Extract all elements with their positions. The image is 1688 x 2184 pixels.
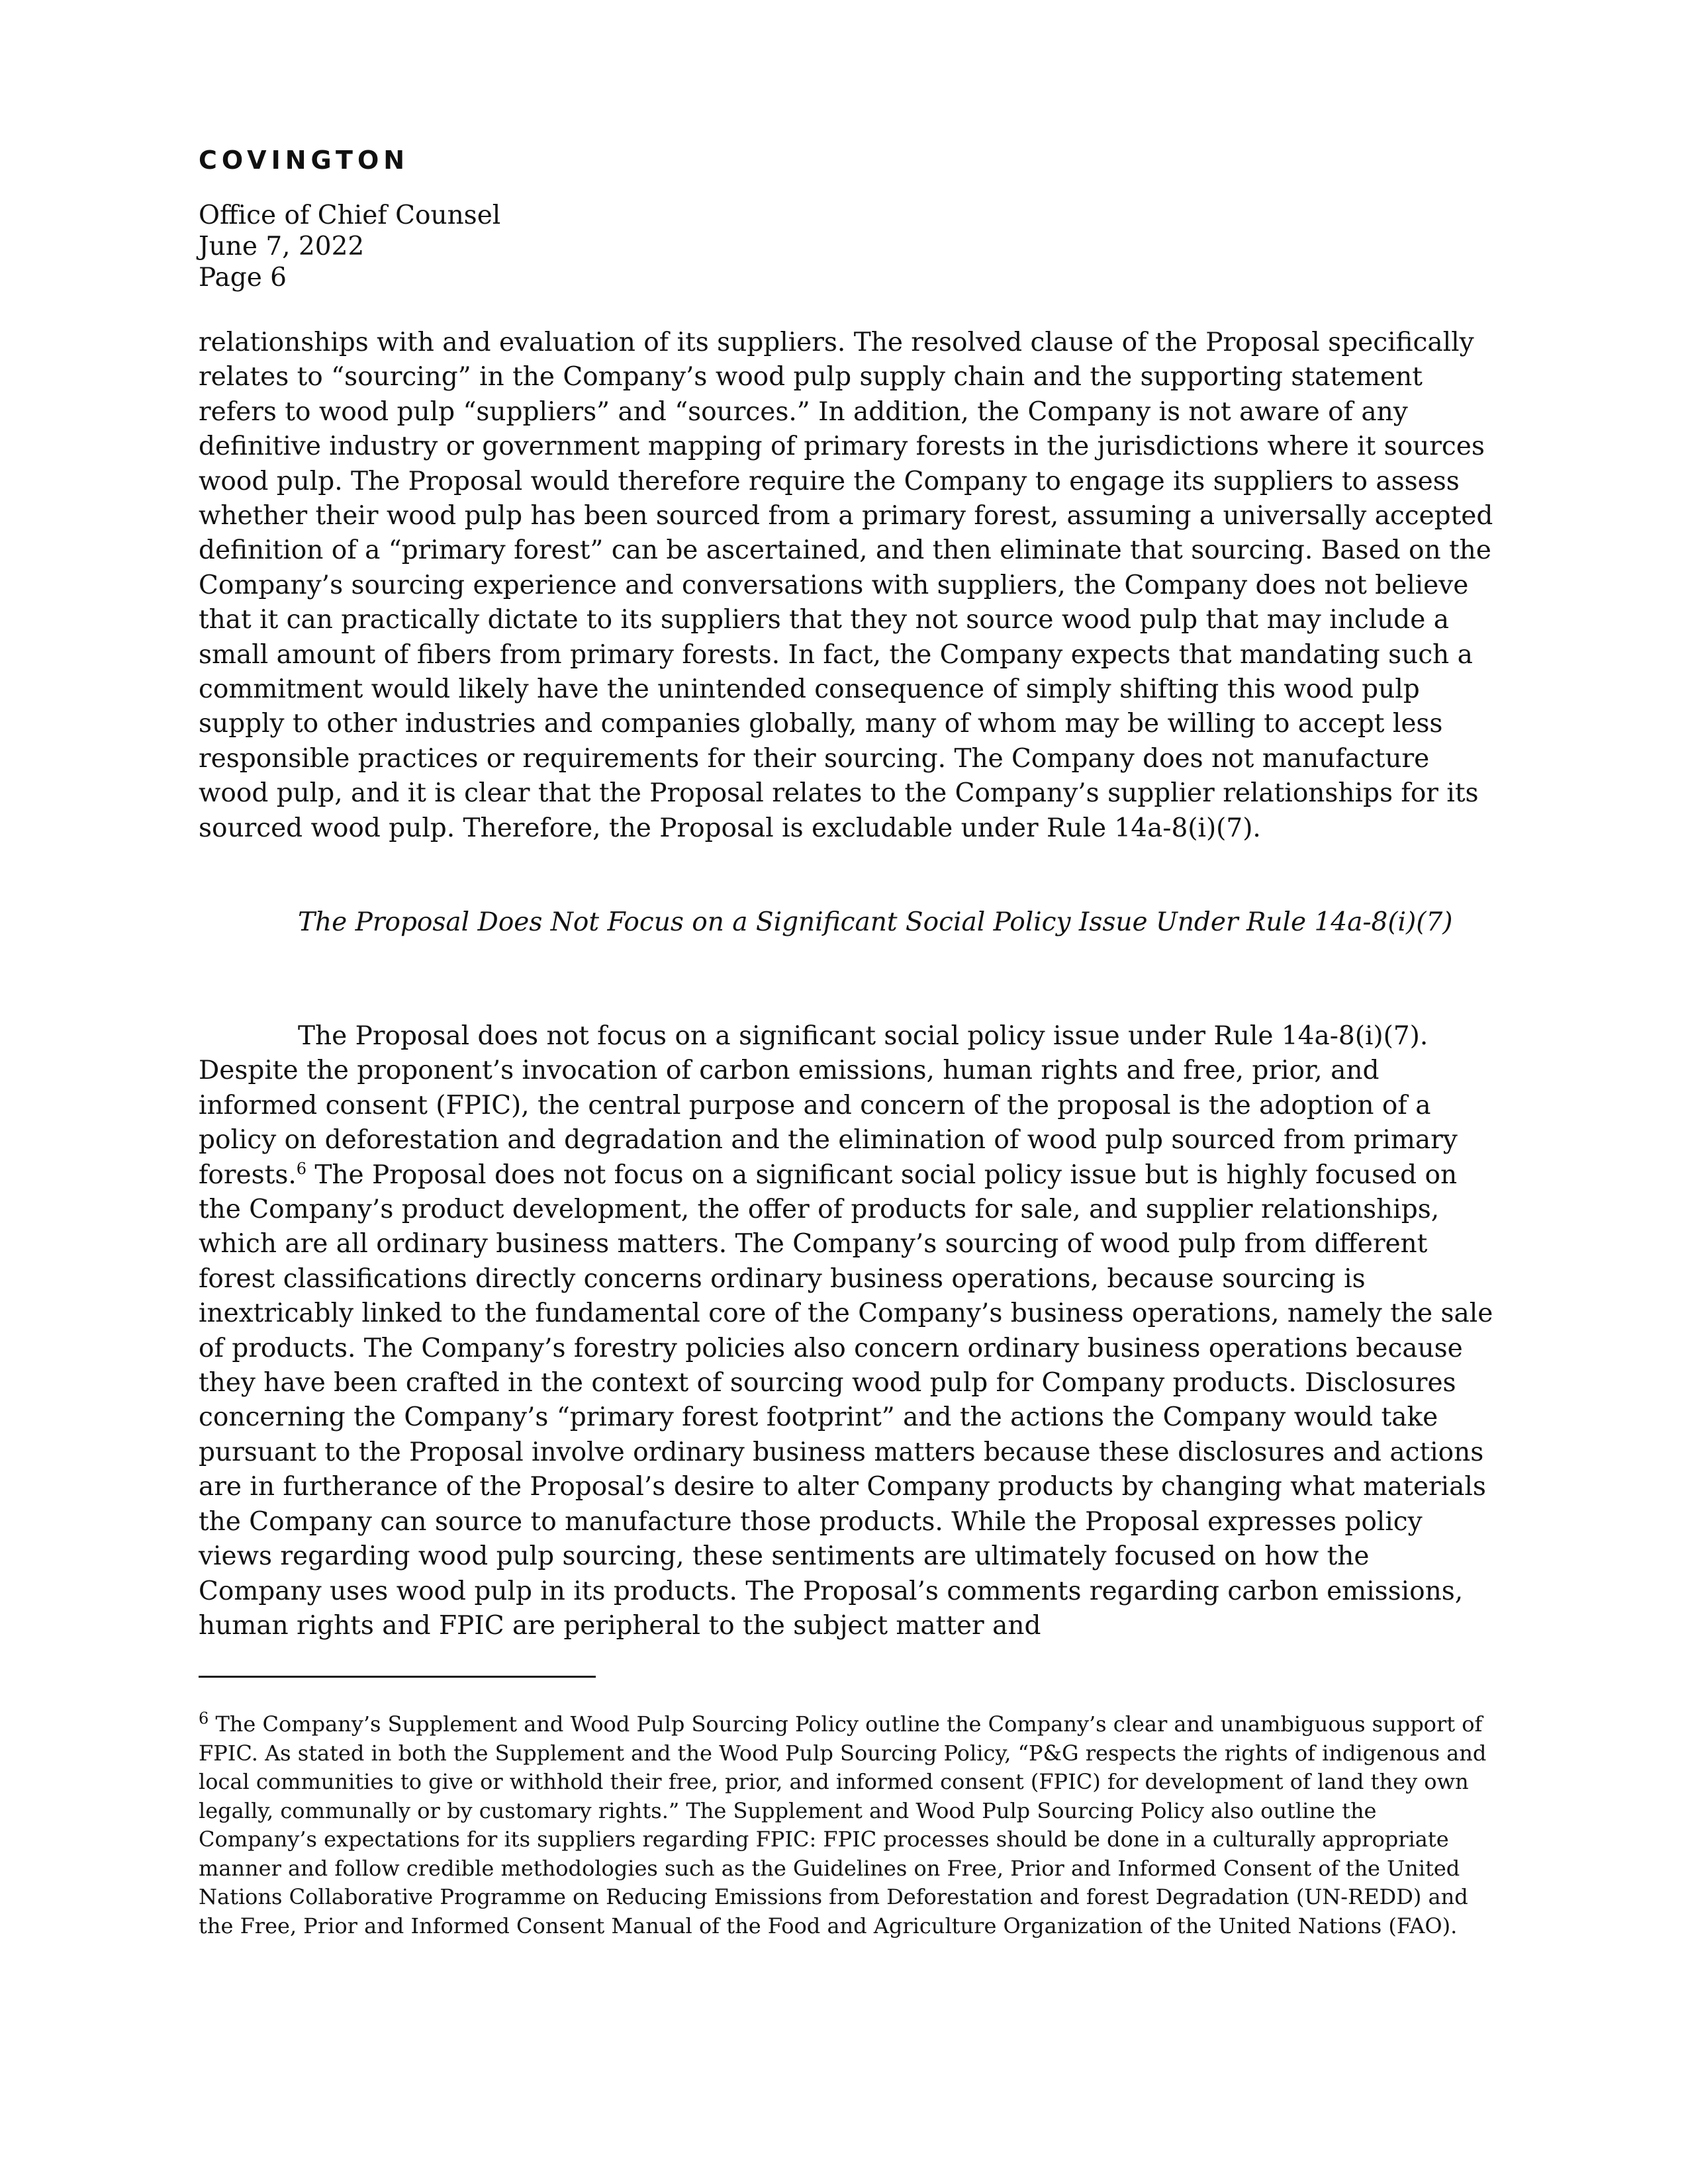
recipient-line: Office of Chief Counsel	[199, 201, 501, 230]
paragraph-2-text-b: The Proposal does not focus on a significant social policy issue but is highly focused on the Company’s product development, the offer of products for sale, and supplier relationships, which are all ordinary business matters. The Company’s sourcing of wood pulp from different forest classifications directly concerns ordinary business operations, because sourcing is inextricably linked to the fundamental core of the Company’s business operations, namely the sale of products. The Company’s forestry policies also concern ordinary business operations because they have been crafted in the context of sourcing wood pulp for Company products. Disclosures concerning the Company’s “primary forest footprint” and the actions the Company would take pursuant to the Proposal involve ordinary business matters because these disclosures and actions are in furtherance of the Proposal’s desire to alter Company products by changing what materials the Company can source to manufacture those products. While the Proposal expresses policy views regarding wood pulp sourcing, these sentiments are ultimately focused on how the Company uses wood pulp in its products. The Proposal’s comments regarding carbon emissions, human rights and FPIC are peripheral to the subject matter and	[199, 1160, 1493, 1641]
footnote-reference[interactable]: 6	[296, 1159, 307, 1178]
firm-logo: COVINGTON	[199, 146, 410, 175]
section-heading: The Proposal Does Not Focus on a Significant Social Policy Issue Under Rule 14a-8(i)(7)	[298, 907, 1453, 937]
paragraph-2-text-a: The Proposal does not focus on a significant social policy issue under Rule 14a-8(i)(7). Despite the proponent’s invocation of carbon emissions, human rights and free, prior, and informed consent (FPIC), the central purpose and concern of the proposal is the adoption of a policy on deforestation and degradation and the elimination of wood pulp sourced from primary forests.	[199, 1021, 1458, 1190]
footnote-number: 6	[199, 1709, 209, 1728]
page-number-line: Page 6	[199, 263, 287, 293]
date-line: June 7, 2022	[199, 232, 365, 261]
document-page	[199, 0, 1496, 2184]
footnote-6	[199, 1710, 1496, 1940]
letter-header	[199, 200, 500, 293]
footnote-divider	[199, 1676, 596, 1678]
body-paragraph-1: relationships with and evaluation of its suppliers. The resolved clause of the Proposal specifically relates to “sourcing” in the Company’s wood pulp supply chain and the supporting statement refers to wood pulp “suppliers” and “sources.” In addition, the Company is not aware of any definitive industry or government mapping of primary forests in the jurisdictions where it sources wood pulp. The Proposal would therefore require the Company to engage its suppliers to assess whether their wood pulp has been sourced from a primary forest, assuming a universally accepted definition of a “primary forest” can be ascertained, and then eliminate that sourcing. Based on the Company’s sourcing experience and conversations with suppliers, the Company does not believe that it can practically dictate to its suppliers that they not source wood pulp that may include a small amount of fibers from primary forests. In fact, the Company expects that mandating such a commitment would likely have the unintended consequence of simply shifting this wood pulp supply to other industries and companies globally, many of whom may be willing to accept less responsible practices or requirements for their sourcing. The Company does not manufacture wood pulp, and it is clear that the Proposal relates to the Company’s supplier relationships for its sourced wood pulp. Therefore, the Proposal is excludable under Rule 14a-8(i)(7).	[199, 328, 1493, 843]
body-paragraph-2	[199, 1019, 1496, 1643]
footnote-text: The Company’s Supplement and Wood Pulp Sourcing Policy outline the Company’s clear and unambiguous support of FPIC. As stated in both the Supplement and the Wood Pulp Sourcing Policy, “P&G respects the rights of indigenous and local communities to give or withhold their free, prior, and informed consent (FPIC) for development of land they own legally, communally or by customary rights.” The Supplement and Wood Pulp Sourcing Policy also outline the Company’s expectations for its suppliers regarding FPIC: FPIC processes should be done in a culturally appropriate manner and follow credible methodologies such as the Guidelines on Free, Prior and Informed Consent of the United Nations Collaborative Programme on Reducing Emissions from Deforestation and forest Degradation (UN-REDD) and the Free, Prior and Informed Consent Manual of the Food and Agriculture Organization of the United Nations (FAO).	[199, 1711, 1487, 1938]
